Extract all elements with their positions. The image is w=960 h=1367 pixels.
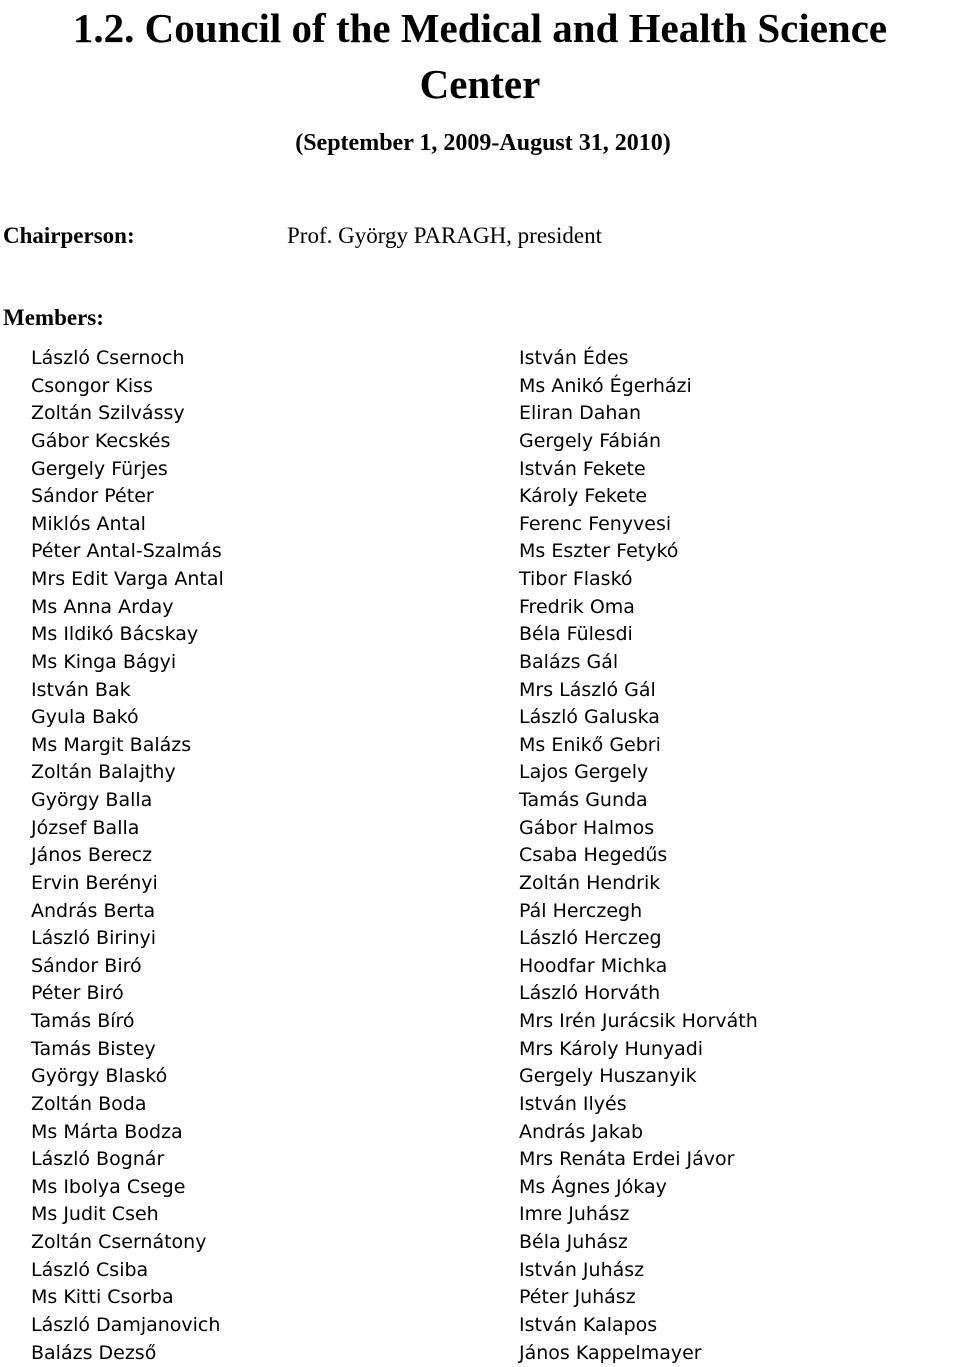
member-name: Ms Ildikó Bácskay: [31, 623, 199, 646]
member-name: László Damjanovich: [31, 1313, 221, 1336]
member-name: Péter Antal-Szalmás: [31, 540, 222, 563]
member-name: Ms Margit Balázs: [31, 733, 192, 756]
member-name: Ferenc Fenyvesi: [519, 512, 672, 535]
member-name: Gábor Kecskés: [31, 429, 171, 452]
member-name: Tamás Gunda: [519, 789, 648, 811]
member-name: Gergely Fürjes: [31, 457, 168, 480]
member-name: Ms Anna Arday: [31, 595, 174, 618]
member-name: András Jakab: [519, 1120, 644, 1143]
member-name: Ms Kitti Csorba: [31, 1286, 174, 1309]
member-name: Gergely Fábián: [519, 429, 662, 452]
member-name: László Csernoch: [31, 347, 185, 369]
member-name: Béla Juhász: [519, 1231, 628, 1253]
members-list-left: [31, 345, 224, 1367]
member-name: Gábor Halmos: [519, 816, 655, 839]
member-name: Eliran Dahan: [519, 402, 642, 425]
member-name: György Balla: [31, 789, 153, 811]
member-name: Mrs Irén Jurácsik Horváth: [519, 1010, 758, 1032]
member-name: Sándor Péter: [31, 485, 154, 508]
member-name: Csaba Hegedűs: [519, 844, 668, 867]
member-name: László Galuska: [519, 706, 660, 729]
member-name: Ms Ágnes Jókay: [519, 1175, 667, 1198]
member-name: Mrs Renáta Erdei Jávor: [519, 1148, 735, 1171]
member-name: Zoltán Hendrik: [519, 871, 661, 894]
member-name: Ms Anikó Égerházi: [519, 374, 692, 397]
member-name: Ms Judit Cseh: [31, 1203, 159, 1226]
member-name: István Ilyés: [519, 1092, 627, 1115]
member-name: Ervin Berényi: [31, 871, 158, 894]
member-name: Lajos Gergely: [519, 761, 649, 784]
member-name: Csongor Kiss: [31, 374, 153, 397]
member-name: Zoltán Boda: [31, 1092, 147, 1115]
member-name: Zoltán Csernátony: [31, 1231, 207, 1253]
member-name: Gergely Huszanyik: [519, 1065, 697, 1088]
member-name: Ms Márta Bodza: [31, 1120, 183, 1143]
member-name: Mrs Károly Hunyadi: [519, 1037, 704, 1060]
member-name: László Herczeg: [519, 927, 662, 950]
member-name: Fredrik Oma: [519, 595, 635, 618]
title-line-2: Center: [419, 61, 541, 107]
page-title: [0, 0, 960, 112]
member-name: Miklós Antal: [31, 512, 146, 535]
member-name: István Fekete: [519, 457, 646, 480]
member-name: Ms Eszter Fetykó: [519, 540, 679, 563]
member-name: Mrs László Gál: [519, 678, 656, 701]
member-name: Péter Juhász: [519, 1286, 636, 1309]
member-name: Károly Fekete: [519, 485, 648, 508]
member-name: Ms Kinga Bágyi: [31, 650, 177, 673]
member-name: László Birinyi: [31, 927, 157, 950]
member-name: Zoltán Szilvássy: [31, 402, 185, 425]
member-name: Zoltán Balajthy: [31, 761, 176, 784]
date-range: (September 1, 2009-August 31, 2010): [295, 130, 671, 156]
member-name: Pál Herczegh: [519, 899, 643, 922]
member-name: Hoodfar Michka: [519, 954, 668, 977]
chairperson-value: Prof. György PARAGH, president: [287, 223, 602, 248]
member-name: László Bognár: [31, 1148, 165, 1171]
member-name: Péter Biró: [31, 982, 124, 1005]
member-name: Imre Juhász: [519, 1203, 630, 1226]
members-list-right: [519, 345, 758, 1367]
member-name: László Csiba: [31, 1258, 149, 1281]
member-name: István Bak: [31, 678, 131, 701]
member-name: Tamás Bistey: [31, 1037, 156, 1060]
member-name: Tibor Flaskó: [519, 568, 633, 590]
member-name: Gyula Bakó: [31, 706, 139, 729]
member-name: Balázs Gál: [519, 650, 619, 673]
member-name: Tamás Bíró: [31, 1010, 135, 1032]
member-name: Ms Enikő Gebri: [519, 733, 661, 756]
member-name: István Juhász: [519, 1258, 645, 1281]
member-name: József Balla: [31, 816, 140, 839]
member-name: János Kappelmayer: [519, 1341, 702, 1364]
member-name: Balázs Dezső: [31, 1341, 157, 1364]
member-name: János Berecz: [31, 844, 153, 867]
member-name: Mrs Edit Varga Antal: [31, 568, 224, 590]
member-name: István Kalapos: [519, 1313, 658, 1336]
member-name: András Berta: [31, 899, 156, 922]
title-line-1: 1.2. Council of the Medical and Health Science: [72, 5, 888, 51]
member-name: István Édes: [519, 347, 629, 369]
member-name: Sándor Biró: [31, 954, 142, 977]
member-name: György Blaskó: [31, 1065, 168, 1088]
members-label: Members:: [3, 305, 104, 330]
member-name: Ms Ibolya Csege: [31, 1175, 186, 1198]
member-name: László Horváth: [519, 982, 661, 1005]
member-name: Béla Fülesdi: [519, 623, 633, 646]
chairperson-label: Chairperson:: [3, 223, 135, 248]
